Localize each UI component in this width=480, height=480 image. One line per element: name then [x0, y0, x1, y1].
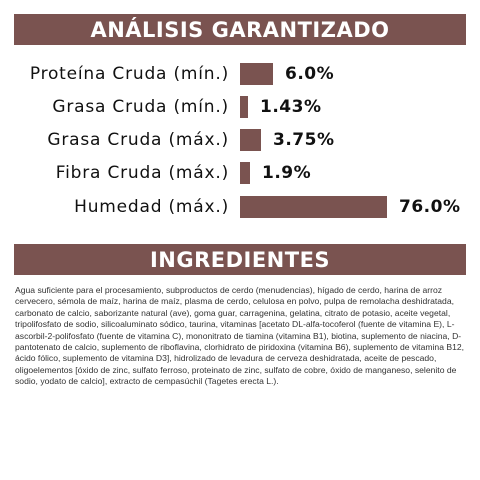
row-value: 1.43% — [260, 97, 322, 117]
analysis-row-fiber — [0, 162, 480, 184]
analysis-row-moisture — [0, 196, 480, 218]
analysis-row-fat-max — [0, 129, 480, 151]
analysis-title: ANÁLISIS GARANTIZADO — [90, 17, 390, 42]
row-bar — [240, 96, 248, 118]
row-label: Fibra Cruda (máx.) — [55, 163, 229, 183]
row-label: Proteína Cruda (mín.) — [29, 64, 229, 84]
analysis-banner — [14, 14, 466, 45]
row-bar — [240, 196, 387, 218]
ingredients-title: INGREDIENTES — [149, 247, 331, 272]
row-value: 6.0% — [285, 64, 335, 84]
ingredients-text: Agua suficiente para el procesamiento, subproductos de cerdo (menudencias), hígado de cerdo, harina de arroz cervecero, sémola de maíz, harina de maíz, plasma de cerdo, celulosa en polvo, pulpa de remolacha deshidratada, carbonato de calcio, saborizante natural (ave), goma guar, carragenina, gelatina, citrato de potasio, aceite vegetal, tripolifosfato de sodio, silicoaluminato sódico, taurina, vitaminas [acetato DL-alfa-tocoferol (fuente de vitamina E), L-ascorbil-2-polifosfato (fuente de vitamina C), mononitrato de tiamina (vitamina B1), biotina, suplemento de niacina, D-pantotenato de calcio, suplemento de riboflavina, clorhidrato de piridoxina (vitamina B6), suplemento de vitamina B12, ácido fólico, suplemento de vitamina D3], hidrolizado de levadura de cerveza deshidratada, aceite de pescado, oligoelementos [óxido de zinc, sulfato ferroso, proteinato de zinc, sulfato de cobre, óxido de manganeso, selenito de sodio, yodato de calcio], extracto de cempasúchil (Tagetes erecta L.). — [15, 285, 465, 387]
row-bar — [240, 162, 250, 184]
row-value: 1.9% — [262, 163, 312, 183]
row-value: 76.0% — [399, 197, 461, 217]
row-bar — [240, 63, 273, 85]
row-label: Grasa Cruda (máx.) — [47, 130, 229, 150]
row-label: Humedad (máx.) — [74, 197, 229, 217]
analysis-row-fat-min — [0, 96, 480, 118]
row-bar — [240, 129, 261, 151]
row-value: 3.75% — [273, 130, 335, 150]
row-label: Grasa Cruda (mín.) — [52, 97, 229, 117]
ingredients-banner — [14, 244, 466, 275]
analysis-row-protein — [0, 63, 480, 85]
